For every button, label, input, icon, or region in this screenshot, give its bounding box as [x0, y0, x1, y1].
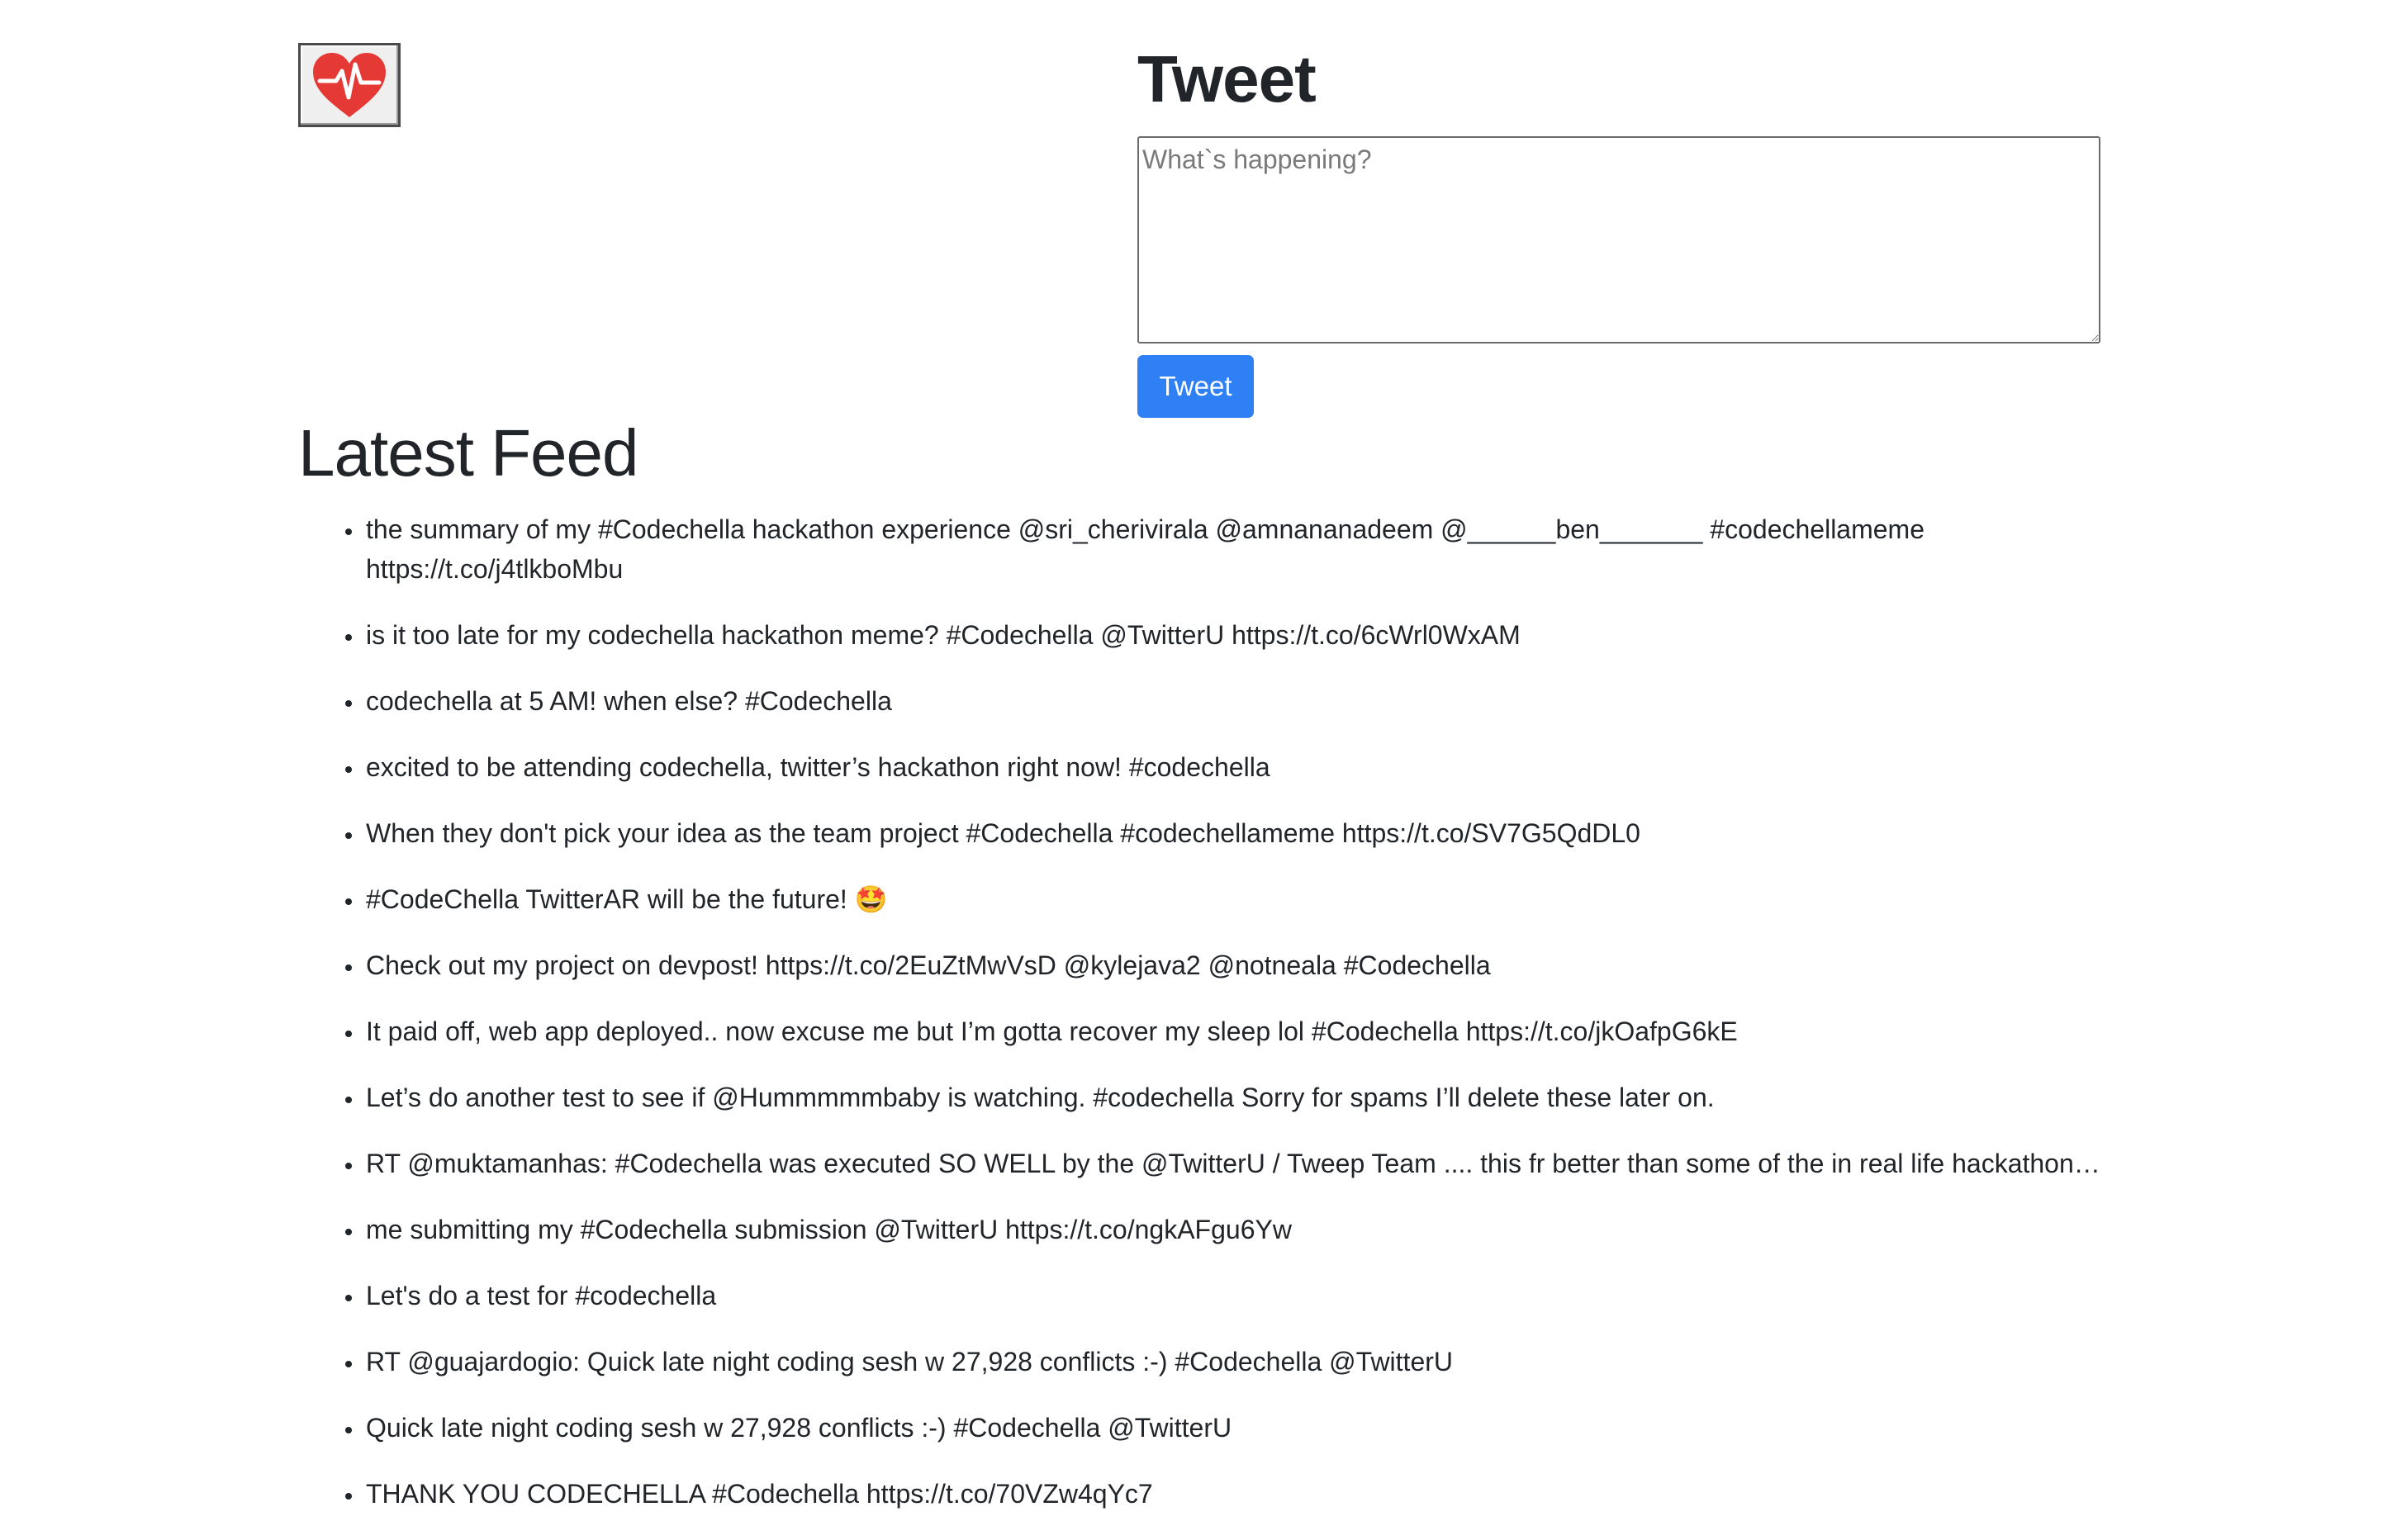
feed-item: • Check out my project on devpost! https://t.co/2EuZtMwVsD @kylejava2 @notneala #Codechella — [364, 945, 2117, 985]
heartbeat-icon — [308, 50, 391, 121]
feed-item: • RT @guajardogio: Quick late night coding sesh w 27,928 conflicts :-) #Codechella @TwitterU — [364, 1342, 2117, 1381]
feed-list — [298, 509, 2214, 1540]
feed-item: • Let's do a test for #codechella — [364, 1276, 2117, 1315]
feed-item: • Let’s do another test to see if @Hummmmmbaby is watching. #codechella Sorry for spams I’ll delete these later on. — [364, 1078, 2117, 1117]
feed-item: • is it too late for my codechella hackathon meme? #Codechella @TwitterU https://t.co/6cWrl0WxAM — [364, 615, 2117, 655]
logo-button[interactable] — [298, 43, 401, 127]
feed-item: • THANK YOU CODECHELLA #Codechella https://t.co/70VZw4qYc7 — [364, 1474, 2117, 1514]
tweet-heading: Tweet — [1137, 42, 1316, 116]
feed-item: • #CodeChella TwitterAR will be the future! 🤩 — [364, 879, 2117, 919]
tweet-textarea[interactable] — [1137, 136, 2100, 344]
feed-item: • It paid off, web app deployed.. now excuse me but I’m gotta recover my sleep lol #Codechella https://t.co/jkOafpG6kE — [364, 1012, 2117, 1051]
feed-heading: Latest Feed — [298, 416, 638, 490]
feed-item: • codechella at 5 AM! when else? #Codechella — [364, 681, 2117, 721]
tweet-button[interactable]: Tweet — [1137, 355, 1254, 418]
feed-item: • excited to be attending codechella, twitter’s hackathon right now! #codechella — [364, 747, 2117, 787]
feed-item: • Quick late night coding sesh w 27,928 conflicts :-) #Codechella @TwitterU — [364, 1408, 2117, 1448]
feed-item: • me submitting my #Codechella submission @TwitterU https://t.co/ngkAFgu6Yw — [364, 1210, 2117, 1249]
feed-item: • RT @muktamanhas: #Codechella was executed SO WELL by the @TwitterU / Tweep Team .... this fr better than some of the in real life hackathon… — [364, 1144, 2117, 1183]
feed-item: • the summary of my #Codechella hackathon experience @sri_cherivirala @amnananadeem @______ben_______ #codechellameme https://t.co/j4tlkboMbu — [364, 509, 2117, 589]
feed-item: • When they don't pick your idea as the team project #Codechella #codechellameme https://t.co/SV7G5QdDL0 — [364, 813, 2117, 853]
